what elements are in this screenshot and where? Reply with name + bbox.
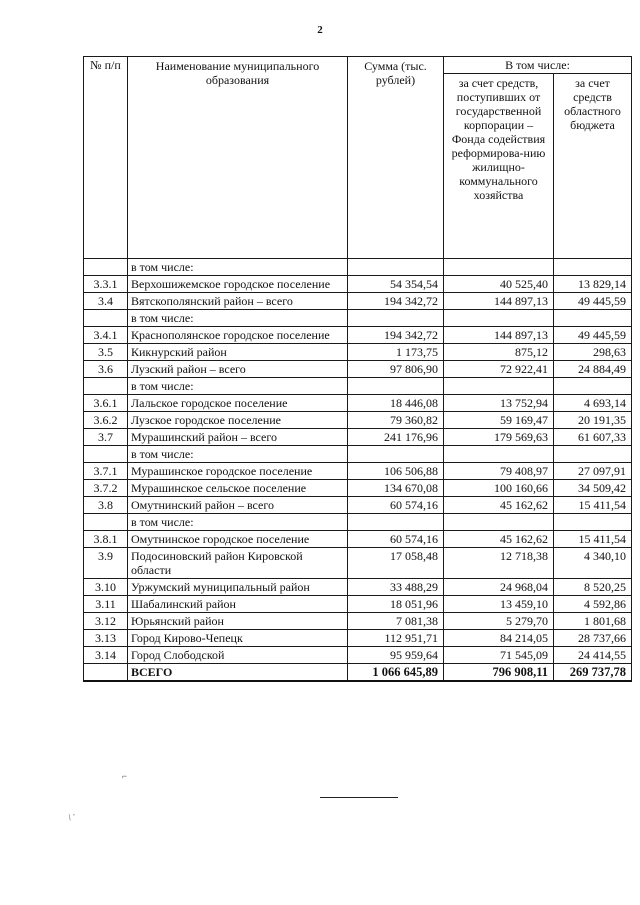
row-num: 3.10 bbox=[84, 579, 128, 596]
total-fund: 796 908,11 bbox=[444, 664, 554, 682]
row-sum: 241 176,96 bbox=[348, 429, 444, 446]
row-num: 3.3.1 bbox=[84, 276, 128, 293]
row-sum bbox=[348, 378, 444, 395]
row-fund: 13 459,10 bbox=[444, 596, 554, 613]
row-fund: 144 897,13 bbox=[444, 293, 554, 310]
row-sum: 18 051,96 bbox=[348, 596, 444, 613]
row-name: Подосиновский район Кировской области bbox=[128, 548, 348, 579]
row-regional: 49 445,59 bbox=[554, 293, 632, 310]
row-sum: 194 342,72 bbox=[348, 293, 444, 310]
row-regional: 27 097,91 bbox=[554, 463, 632, 480]
row-fund: 71 545,09 bbox=[444, 647, 554, 664]
row-num: 3.6.1 bbox=[84, 395, 128, 412]
row-regional: 24 884,49 bbox=[554, 361, 632, 378]
row-name: в том числе: bbox=[128, 310, 348, 327]
row-fund: 84 214,05 bbox=[444, 630, 554, 647]
row-regional: 8 520,25 bbox=[554, 579, 632, 596]
row-name: в том числе: bbox=[128, 378, 348, 395]
row-name: в том числе: bbox=[128, 259, 348, 276]
row-sum: 17 058,48 bbox=[348, 548, 444, 579]
row-num bbox=[84, 514, 128, 531]
row-name: Уржумский муниципальный район bbox=[128, 579, 348, 596]
subheader-row bbox=[84, 259, 632, 276]
row-sum: 97 806,90 bbox=[348, 361, 444, 378]
row-num: 3.7.1 bbox=[84, 463, 128, 480]
row-fund: 12 718,38 bbox=[444, 548, 554, 579]
row-regional: 15 411,54 bbox=[554, 531, 632, 548]
total-sum: 1 066 645,89 bbox=[348, 664, 444, 682]
row-num: 3.11 bbox=[84, 596, 128, 613]
row-fund: 40 525,40 bbox=[444, 276, 554, 293]
table-row bbox=[84, 412, 632, 429]
table-row bbox=[84, 293, 632, 310]
row-sum bbox=[348, 259, 444, 276]
row-sum: 194 342,72 bbox=[348, 327, 444, 344]
row-name: Город Слободской bbox=[128, 647, 348, 664]
subheader-row bbox=[84, 446, 632, 463]
row-name: Краснополянское городское поселение bbox=[128, 327, 348, 344]
stray-mark: ⌐ bbox=[122, 771, 128, 781]
total-row bbox=[84, 664, 632, 682]
table-row bbox=[84, 361, 632, 378]
row-regional: 28 737,66 bbox=[554, 630, 632, 647]
row-name: Омутнинское городское поселение bbox=[128, 531, 348, 548]
table-row bbox=[84, 344, 632, 361]
row-regional: 61 607,33 bbox=[554, 429, 632, 446]
total-label: ВСЕГО bbox=[128, 664, 348, 682]
row-name: Шабалинский район bbox=[128, 596, 348, 613]
table-row bbox=[84, 579, 632, 596]
row-num: 3.6.2 bbox=[84, 412, 128, 429]
row-sum: 79 360,82 bbox=[348, 412, 444, 429]
subheader-row bbox=[84, 310, 632, 327]
row-regional: 4 693,14 bbox=[554, 395, 632, 412]
table-row bbox=[84, 647, 632, 664]
row-sum bbox=[348, 514, 444, 531]
table-row bbox=[84, 327, 632, 344]
row-name: Город Кирово-Чепецк bbox=[128, 630, 348, 647]
table-row bbox=[84, 463, 632, 480]
row-fund: 45 162,62 bbox=[444, 531, 554, 548]
row-num: 3.4 bbox=[84, 293, 128, 310]
row-name: Верхошижемское городское поселение bbox=[128, 276, 348, 293]
row-num: 3.12 bbox=[84, 613, 128, 630]
header-sum: Сумма (тыс. рублей) bbox=[348, 57, 444, 259]
row-sum: 1 173,75 bbox=[348, 344, 444, 361]
table-row bbox=[84, 395, 632, 412]
row-name: Лузское городское поселение bbox=[128, 412, 348, 429]
row-fund: 144 897,13 bbox=[444, 327, 554, 344]
row-num: 3.13 bbox=[84, 630, 128, 647]
row-fund bbox=[444, 378, 554, 395]
row-name: Вятскополянский район – всего bbox=[128, 293, 348, 310]
row-fund: 875,12 bbox=[444, 344, 554, 361]
row-regional: 13 829,14 bbox=[554, 276, 632, 293]
row-fund: 5 279,70 bbox=[444, 613, 554, 630]
total-regional: 269 737,78 bbox=[554, 664, 632, 682]
row-fund: 72 922,41 bbox=[444, 361, 554, 378]
row-name: в том числе: bbox=[128, 446, 348, 463]
row-num: 3.4.1 bbox=[84, 327, 128, 344]
row-fund: 100 160,66 bbox=[444, 480, 554, 497]
row-fund: 79 408,97 bbox=[444, 463, 554, 480]
row-sum: 112 951,71 bbox=[348, 630, 444, 647]
row-fund: 24 968,04 bbox=[444, 579, 554, 596]
row-sum: 7 081,38 bbox=[348, 613, 444, 630]
row-sum: 54 354,54 bbox=[348, 276, 444, 293]
table-row bbox=[84, 596, 632, 613]
stray-mark: / · bbox=[66, 809, 78, 823]
row-regional bbox=[554, 259, 632, 276]
table-row bbox=[84, 480, 632, 497]
row-sum bbox=[348, 446, 444, 463]
header-fund: за счет средств, поступивших от государственной корпорации – Фонда содействия реформирова-нию жилищно-коммунального хозяйства bbox=[444, 74, 554, 259]
row-num: 3.7.2 bbox=[84, 480, 128, 497]
row-sum: 95 959,64 bbox=[348, 647, 444, 664]
row-fund bbox=[444, 514, 554, 531]
header-name: Наименование муниципального образования bbox=[128, 57, 348, 259]
header-regional: за счет средств областного бюджета bbox=[554, 74, 632, 259]
header-including: В том числе: bbox=[444, 57, 632, 74]
row-sum: 60 574,16 bbox=[348, 497, 444, 514]
row-name: Мурашинское городское поселение bbox=[128, 463, 348, 480]
row-num: 3.8.1 bbox=[84, 531, 128, 548]
funding-table bbox=[83, 56, 632, 682]
row-num: 3.9 bbox=[84, 548, 128, 579]
row-fund: 179 569,63 bbox=[444, 429, 554, 446]
row-sum: 18 446,08 bbox=[348, 395, 444, 412]
row-fund: 13 752,94 bbox=[444, 395, 554, 412]
row-name: в том числе: bbox=[128, 514, 348, 531]
row-sum: 33 488,29 bbox=[348, 579, 444, 596]
table-row bbox=[84, 429, 632, 446]
row-name: Юрьянский район bbox=[128, 613, 348, 630]
page-number: 2 bbox=[317, 24, 323, 36]
table-row bbox=[84, 613, 632, 630]
row-num: 3.6 bbox=[84, 361, 128, 378]
table-row bbox=[84, 497, 632, 514]
row-regional bbox=[554, 310, 632, 327]
header-num: № п/п bbox=[84, 57, 128, 259]
row-regional bbox=[554, 446, 632, 463]
row-regional: 49 445,59 bbox=[554, 327, 632, 344]
total-num bbox=[84, 664, 128, 682]
closing-rule bbox=[320, 797, 398, 798]
row-sum: 60 574,16 bbox=[348, 531, 444, 548]
row-num: 3.7 bbox=[84, 429, 128, 446]
row-num: 3.8 bbox=[84, 497, 128, 514]
row-num: 3.14 bbox=[84, 647, 128, 664]
row-num bbox=[84, 259, 128, 276]
row-num bbox=[84, 378, 128, 395]
row-name: Мурашинское сельское поселение bbox=[128, 480, 348, 497]
row-regional bbox=[554, 378, 632, 395]
row-regional: 15 411,54 bbox=[554, 497, 632, 514]
table-row bbox=[84, 630, 632, 647]
row-num bbox=[84, 446, 128, 463]
row-name: Лузский район – всего bbox=[128, 361, 348, 378]
row-fund bbox=[444, 310, 554, 327]
subheader-row bbox=[84, 378, 632, 395]
row-regional: 1 801,68 bbox=[554, 613, 632, 630]
row-fund bbox=[444, 446, 554, 463]
row-fund bbox=[444, 259, 554, 276]
row-sum bbox=[348, 310, 444, 327]
table-row bbox=[84, 276, 632, 293]
row-regional: 4 340,10 bbox=[554, 548, 632, 579]
row-name: Лальское городское поселение bbox=[128, 395, 348, 412]
row-regional bbox=[554, 514, 632, 531]
row-num: 3.5 bbox=[84, 344, 128, 361]
row-regional: 24 414,55 bbox=[554, 647, 632, 664]
row-regional: 298,63 bbox=[554, 344, 632, 361]
row-regional: 34 509,42 bbox=[554, 480, 632, 497]
row-regional: 20 191,35 bbox=[554, 412, 632, 429]
row-fund: 59 169,47 bbox=[444, 412, 554, 429]
row-name: Омутнинский район – всего bbox=[128, 497, 348, 514]
row-name: Мурашинский район – всего bbox=[128, 429, 348, 446]
row-fund: 45 162,62 bbox=[444, 497, 554, 514]
row-sum: 106 506,88 bbox=[348, 463, 444, 480]
row-name: Кикнурский район bbox=[128, 344, 348, 361]
row-sum: 134 670,08 bbox=[348, 480, 444, 497]
table-row bbox=[84, 531, 632, 548]
row-regional: 4 592,86 bbox=[554, 596, 632, 613]
row-num bbox=[84, 310, 128, 327]
subheader-row bbox=[84, 514, 632, 531]
table-row bbox=[84, 548, 632, 579]
